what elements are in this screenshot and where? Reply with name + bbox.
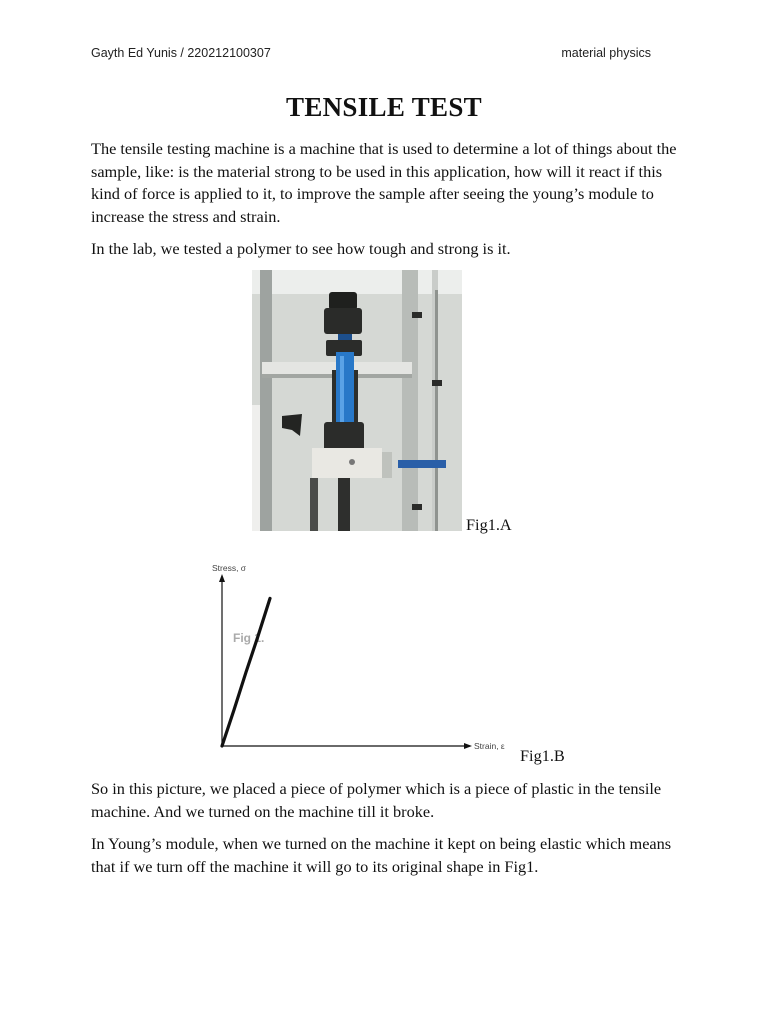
young-paragraph: In Young’s module, when we turned on the machine it kept on being elastic which means that if we turn off the machine it will go to its original shape in Fig1. <box>91 834 672 876</box>
tensile-machine-illustration <box>252 270 462 531</box>
chart-annotation: Fig 1. <box>233 631 265 645</box>
graph-caption: Fig1.B <box>520 746 565 765</box>
subject-label: material physics <box>561 46 651 60</box>
stress-strain-chart <box>200 560 520 760</box>
intro-paragraph: The tensile testing machine is a machine that is used to determine a lot of things about the sample, like: is the material strong to be used in this application, how will it react if this kind of force is applied to it, to improve the sample after seeing the young’s module to increase the stress and strain. <box>91 139 677 226</box>
y-axis-label: Stress, σ <box>212 563 247 573</box>
lab-paragraph: In the lab, we tested a polymer to see how tough and strong is it. <box>91 239 511 258</box>
x-axis-arrow <box>464 743 472 749</box>
author-line: Gayth Ed Yunis / 220212100307 <box>91 46 271 60</box>
y-axis-arrow <box>219 574 225 582</box>
page-header <box>91 46 651 60</box>
picture-paragraph: So in this picture, we placed a piece of polymer which is a piece of plastic in the tensile machine. And we turned on the machine till it broke. <box>91 779 662 821</box>
series-layer <box>222 598 270 746</box>
tensile-machine-photo <box>252 270 462 531</box>
page-title: TENSILE TEST <box>286 92 482 122</box>
photo-caption: Fig1.A <box>466 515 512 534</box>
series-line-0 <box>222 598 270 746</box>
x-axis-label: Strain, ε <box>474 741 505 751</box>
